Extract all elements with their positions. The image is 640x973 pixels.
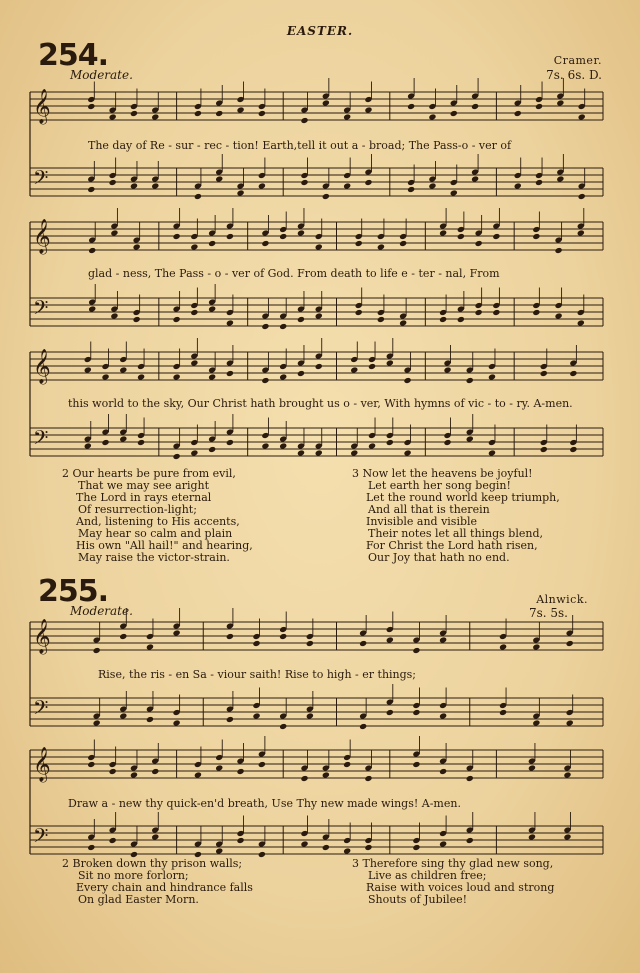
note-head <box>439 636 447 643</box>
note-head <box>555 247 563 254</box>
note-head <box>532 643 540 650</box>
hymn-254-system-2-bass-clef: 𝄢 <box>33 296 49 324</box>
note-head <box>119 712 127 719</box>
note-head <box>306 640 314 647</box>
note-head <box>173 233 181 240</box>
note-head <box>215 175 223 182</box>
note-head <box>261 323 269 330</box>
note-head <box>119 435 127 442</box>
note-head <box>412 761 420 768</box>
note-head <box>237 837 245 844</box>
note-head <box>399 319 407 326</box>
verse-line: May hear so calm and plain <box>78 527 233 540</box>
note-head <box>407 103 415 110</box>
verse-line: 2 Broken down thy prison walls; <box>62 857 243 870</box>
verse-line: Let earth her song begin! <box>368 479 511 492</box>
note-head <box>306 712 314 719</box>
hymn-254-lyric-line-2: glad - ness, The Pass - o - ver of God. From death to life e - ter - nal, From <box>88 267 500 280</box>
note-head <box>315 363 323 370</box>
note-head <box>133 316 141 323</box>
verse-line: And all that is therein <box>368 503 490 516</box>
note-head <box>194 110 202 117</box>
note-head <box>528 833 536 840</box>
note-head <box>87 761 95 768</box>
note-head <box>173 719 181 726</box>
note-head <box>315 449 323 456</box>
verse-line: Every chain and hindrance falls <box>76 881 253 894</box>
note-head <box>322 99 330 106</box>
note-head <box>261 377 269 384</box>
note-head <box>194 193 202 200</box>
note-head <box>146 643 154 650</box>
note-head <box>119 633 127 640</box>
hymn-255-system-1-bass-clef: 𝄢 <box>33 696 49 724</box>
note-head <box>386 359 394 366</box>
verse-line: Shouts of Jubilee! <box>368 893 468 906</box>
verse-line: Raise with voices loud and strong <box>366 881 555 894</box>
note-head <box>133 243 141 250</box>
note-head <box>443 439 451 446</box>
note-head <box>569 370 577 377</box>
hymn-254-system-3-bass-clef: 𝄢 <box>33 426 49 454</box>
note-head <box>404 377 412 384</box>
note-head <box>297 229 305 236</box>
note-head <box>130 771 138 778</box>
note-head <box>237 106 245 113</box>
note-head <box>194 851 202 858</box>
hymn-255-meter: 7s. 5s. <box>528 606 568 620</box>
note-head <box>475 309 483 316</box>
note-head <box>439 840 447 847</box>
note-head <box>343 847 351 854</box>
note-head <box>556 175 564 182</box>
note-head <box>359 723 367 730</box>
hymn-254-number: 254. <box>38 38 109 73</box>
note-head <box>279 323 287 330</box>
hymn-254-system-3-treble-clef: 𝄞 <box>33 349 51 384</box>
note-head <box>578 193 586 200</box>
note-head <box>368 442 376 449</box>
note-head <box>471 103 479 110</box>
note-head <box>439 712 447 719</box>
verse-line: And, listening to His accents, <box>76 515 240 528</box>
hymn-255-system-1-treble-clef: 𝄞 <box>33 619 51 654</box>
note-head <box>226 370 234 377</box>
note-head <box>540 446 548 453</box>
verse-line: Our Joy that hath no end. <box>368 551 510 564</box>
note-head <box>279 373 287 380</box>
note-head <box>514 182 522 189</box>
note-head <box>297 316 305 323</box>
note-head <box>84 442 92 449</box>
note-head <box>208 446 216 453</box>
verse-line: Invisible and visible <box>366 515 478 528</box>
note-head <box>355 240 363 247</box>
note-head <box>364 844 372 851</box>
hymn-254-tune-name: Cramer. <box>553 54 602 67</box>
verse-line: That we may see aright <box>78 479 210 492</box>
note-head <box>130 182 138 189</box>
note-head <box>532 719 540 726</box>
note-head <box>88 247 96 254</box>
note-head <box>226 319 234 326</box>
note-head <box>514 110 522 117</box>
note-head <box>399 240 407 247</box>
hymn-254-meter: 7s. 6s. D. <box>546 68 602 82</box>
note-head <box>407 186 415 193</box>
note-head <box>87 103 95 110</box>
note-head <box>569 446 577 453</box>
note-head <box>109 837 117 844</box>
note-head <box>315 312 323 319</box>
note-head <box>359 640 367 647</box>
note-head <box>577 319 585 326</box>
note-head <box>109 113 117 120</box>
note-head <box>190 309 198 316</box>
note-head <box>261 442 269 449</box>
note-head <box>151 182 159 189</box>
note-head <box>443 366 451 373</box>
hymn-255-lyric-line-2: Draw a - new thy quick-en'd breath, Use Thy new made wings! A-men. <box>68 797 461 810</box>
note-head <box>439 229 447 236</box>
note-head <box>428 113 436 120</box>
note-head <box>556 99 564 106</box>
verse-line: 3 Therefore sing thy glad new song, <box>352 857 554 870</box>
note-head <box>563 833 571 840</box>
note-head <box>215 847 223 854</box>
verse-line: 3 Now let the heavens be joyful! <box>352 467 533 480</box>
note-head <box>322 771 330 778</box>
note-head <box>190 243 198 250</box>
note-head <box>279 723 287 730</box>
note-head <box>322 844 330 851</box>
note-head <box>215 110 223 117</box>
note-head <box>190 449 198 456</box>
note-head <box>364 106 372 113</box>
note-head <box>563 771 571 778</box>
note-head <box>540 370 548 377</box>
note-head <box>137 439 145 446</box>
hymn-255-tune-name: Alnwick. <box>536 593 588 606</box>
verse-line: Live as children free; <box>368 869 487 882</box>
note-head <box>279 633 287 640</box>
note-head <box>261 240 269 247</box>
note-head <box>297 370 305 377</box>
verse-line: Let the round world keep triumph, <box>366 491 560 504</box>
note-head <box>566 719 574 726</box>
note-head <box>252 640 260 647</box>
note-head <box>208 305 216 312</box>
note-head <box>87 186 95 193</box>
note-head <box>439 768 447 775</box>
hymn-254-lyric-line-3: this world to the sky, Our Christ hath brought us o - ver, With hymns of vic - to - ry. A-men. <box>68 397 573 410</box>
note-head <box>109 179 117 186</box>
note-head <box>364 775 372 782</box>
note-head <box>208 240 216 247</box>
note-head <box>466 837 474 844</box>
note-head <box>532 309 540 316</box>
note-head <box>578 113 586 120</box>
note-head <box>137 373 145 380</box>
hymn-254-lyric-line-1: The day of Re - sur - rec - tion! Earth,tell it out a - broad; The Pass-o - ver of <box>88 139 512 152</box>
note-head <box>208 373 216 380</box>
hymn-255-lyric-line-1: Rise, the ris - en Sa - viour saith! Rise to high - er things; <box>98 668 417 681</box>
note-head <box>258 110 266 117</box>
note-head <box>190 359 198 366</box>
note-head <box>93 647 101 654</box>
note-head <box>412 844 420 851</box>
verse-line: Of resurrection-light; <box>78 503 197 516</box>
note-head <box>404 449 412 456</box>
note-head <box>315 243 323 250</box>
note-head <box>173 629 181 636</box>
note-head <box>386 709 394 716</box>
note-head <box>450 110 458 117</box>
note-head <box>555 312 563 319</box>
note-head <box>343 182 351 189</box>
note-head <box>343 761 351 768</box>
note-head <box>528 764 536 771</box>
note-head <box>279 442 287 449</box>
note-head <box>466 435 474 442</box>
note-head <box>355 309 363 316</box>
hymn-255-system-2-bass-clef: 𝄢 <box>33 824 49 852</box>
note-head <box>492 309 500 316</box>
note-head <box>258 761 266 768</box>
hymn-255-number: 255. <box>38 574 109 609</box>
note-head <box>101 439 109 446</box>
note-head <box>488 373 496 380</box>
note-head <box>466 377 474 384</box>
note-head <box>119 366 127 373</box>
hymn-254-system-1-treble-clef: 𝄞 <box>33 89 51 124</box>
note-head <box>258 182 266 189</box>
note-head <box>535 179 543 186</box>
note-head <box>258 851 266 858</box>
hymn-254-system-2-treble-clef: 𝄞 <box>33 219 51 254</box>
note-head <box>350 449 358 456</box>
note-head <box>488 449 496 456</box>
hymn-255-system-2-treble-clef: 𝄞 <box>33 747 51 782</box>
note-head <box>450 189 458 196</box>
note-head <box>146 716 154 723</box>
note-head <box>350 366 358 373</box>
note-head <box>412 647 420 654</box>
note-head <box>110 229 118 236</box>
verse-line: His own "All hail!" and hearing, <box>76 539 253 552</box>
note-head <box>412 709 420 716</box>
note-head <box>300 117 308 124</box>
note-head <box>252 712 260 719</box>
note-head <box>457 233 465 240</box>
note-head <box>535 103 543 110</box>
note-head <box>226 439 234 446</box>
note-head <box>101 373 109 380</box>
note-head <box>368 363 376 370</box>
note-head <box>173 373 181 380</box>
note-head <box>532 233 540 240</box>
note-head <box>237 189 245 196</box>
note-head <box>237 768 245 775</box>
note-head <box>300 775 308 782</box>
verse-line: May raise the victor-strain. <box>78 551 230 564</box>
note-head <box>466 775 474 782</box>
verse-line: For Christ the Lord hath risen, <box>366 539 538 552</box>
verse-line: On glad Easter Morn. <box>78 893 199 906</box>
note-head <box>130 851 138 858</box>
hymn-254-tempo: Moderate. <box>70 68 133 82</box>
note-head <box>194 771 202 778</box>
note-head <box>151 113 159 120</box>
note-head <box>173 316 181 323</box>
note-head <box>499 709 507 716</box>
note-head <box>226 233 234 240</box>
note-head <box>87 844 95 851</box>
verse-line: Their notes let all things blend, <box>368 527 544 540</box>
note-head <box>492 233 500 240</box>
running-head: EASTER. <box>286 24 354 38</box>
note-head <box>88 305 96 312</box>
note-head <box>130 110 138 117</box>
note-head <box>428 182 436 189</box>
note-head <box>151 768 159 775</box>
note-head <box>84 366 92 373</box>
hymn-254-system-1-bass-clef: 𝄢 <box>33 166 49 194</box>
note-head <box>173 453 181 460</box>
note-head <box>364 179 372 186</box>
verse-line: The Lord in rays eternal <box>76 491 212 504</box>
note-head <box>322 193 330 200</box>
note-head <box>471 175 479 182</box>
note-head <box>300 179 308 186</box>
note-head <box>151 833 159 840</box>
note-head <box>577 229 585 236</box>
verse-line: Sit no more forlorn; <box>78 869 189 882</box>
hymn-255-tempo: Moderate. <box>70 604 133 618</box>
note-head <box>297 449 305 456</box>
note-head <box>475 240 483 247</box>
note-head <box>457 316 465 323</box>
note-head <box>377 316 385 323</box>
verse-line: 2 Our hearts be pure from evil, <box>62 467 236 480</box>
note-head <box>109 768 117 775</box>
note-head <box>110 312 118 319</box>
note-head <box>343 113 351 120</box>
note-head <box>93 719 101 726</box>
note-head <box>300 840 308 847</box>
note-head <box>439 316 447 323</box>
note-head <box>226 716 234 723</box>
note-head <box>377 243 385 250</box>
note-head <box>279 233 287 240</box>
note-head <box>566 640 574 647</box>
note-head <box>386 439 394 446</box>
note-head <box>386 636 394 643</box>
note-head <box>499 643 507 650</box>
note-head <box>215 764 223 771</box>
note-head <box>226 633 234 640</box>
